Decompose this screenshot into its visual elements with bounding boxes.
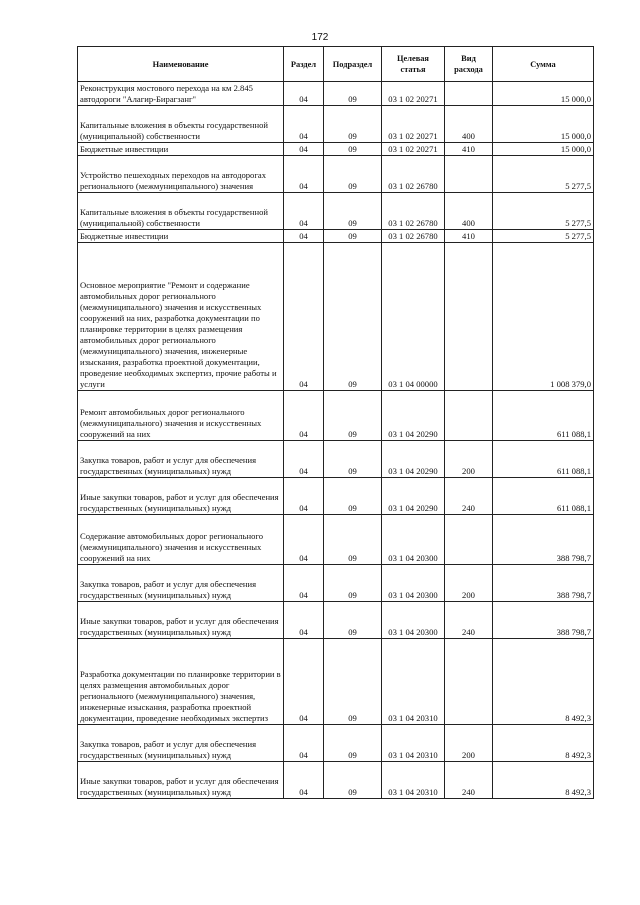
row-name: Иные закупки товаров, работ и услуг для обеспечения государственных (муниципальных) нужд xyxy=(78,602,284,639)
table-row xyxy=(78,230,594,243)
table-row xyxy=(78,639,594,725)
row-type: 400 xyxy=(445,106,493,143)
row-sum: 5 277,5 xyxy=(493,230,594,243)
row-section: 04 xyxy=(284,243,324,391)
row-type: 200 xyxy=(445,565,493,602)
row-name: Капитальные вложения в объекты государственной (муниципальной) собственности xyxy=(78,106,284,143)
column-header-name: Наименование xyxy=(78,47,284,82)
table-row xyxy=(78,156,594,193)
row-target: 03 1 04 20300 xyxy=(382,602,445,639)
row-target: 03 1 04 20310 xyxy=(382,762,445,799)
row-subsection: 09 xyxy=(324,143,382,156)
row-target: 03 1 04 00000 xyxy=(382,243,445,391)
row-section: 04 xyxy=(284,193,324,230)
row-sum: 8 492,3 xyxy=(493,639,594,725)
row-sum: 388 798,7 xyxy=(493,515,594,565)
row-name: Капитальные вложения в объекты государственной (муниципальной) собственности xyxy=(78,193,284,230)
row-target: 03 1 02 20271 xyxy=(382,143,445,156)
row-type xyxy=(445,639,493,725)
row-target: 03 1 02 26780 xyxy=(382,156,445,193)
row-subsection: 09 xyxy=(324,391,382,441)
row-name: Реконструкция мостового перехода на км 2.845 автодороги "Алагир-Бирагзанг" xyxy=(78,82,284,106)
column-header-section: Раздел xyxy=(284,47,324,82)
row-target: 03 1 04 20310 xyxy=(382,639,445,725)
row-section: 04 xyxy=(284,230,324,243)
row-section: 04 xyxy=(284,82,324,106)
row-name: Закупка товаров, работ и услуг для обеспечения государственных (муниципальных) нужд xyxy=(78,725,284,762)
row-section: 04 xyxy=(284,478,324,515)
table-row xyxy=(78,391,594,441)
column-header-type: Вид расхода xyxy=(445,47,493,82)
table-row xyxy=(78,106,594,143)
row-target: 03 1 04 20300 xyxy=(382,515,445,565)
row-section: 04 xyxy=(284,515,324,565)
row-sum: 611 088,1 xyxy=(493,391,594,441)
row-subsection: 09 xyxy=(324,725,382,762)
table-row xyxy=(78,602,594,639)
row-name: Устройство пешеходных переходов на автодорогах регионального (межмуниципального) значения xyxy=(78,156,284,193)
table-row xyxy=(78,725,594,762)
row-name: Бюджетные инвестиции xyxy=(78,230,284,243)
row-type: 240 xyxy=(445,762,493,799)
row-name: Закупка товаров, работ и услуг для обеспечения государственных (муниципальных) нужд xyxy=(78,441,284,478)
row-type xyxy=(445,243,493,391)
table-header-row xyxy=(78,47,594,82)
row-target: 03 1 04 20310 xyxy=(382,725,445,762)
column-header-sum: Сумма xyxy=(493,47,594,82)
row-sum: 388 798,7 xyxy=(493,565,594,602)
row-name: Разработка документации по планировке территории в целях размещения автомобильных дорог регионального (межмуниципального) значения, инженерные изыскания, разработка проектной документации, проведение необходимых экспертиз xyxy=(78,639,284,725)
row-type: 200 xyxy=(445,725,493,762)
row-section: 04 xyxy=(284,565,324,602)
row-type: 240 xyxy=(445,602,493,639)
row-name: Закупка товаров, работ и услуг для обеспечения государственных (муниципальных) нужд xyxy=(78,565,284,602)
row-type xyxy=(445,391,493,441)
page-number: 172 xyxy=(311,32,329,43)
row-subsection: 09 xyxy=(324,639,382,725)
column-header-subsection: Подраздел xyxy=(324,47,382,82)
row-section: 04 xyxy=(284,106,324,143)
row-sum: 15 000,0 xyxy=(493,106,594,143)
row-sum: 8 492,3 xyxy=(493,725,594,762)
row-target: 03 1 04 20290 xyxy=(382,478,445,515)
row-type xyxy=(445,515,493,565)
row-section: 04 xyxy=(284,725,324,762)
row-subsection: 09 xyxy=(324,565,382,602)
row-section: 04 xyxy=(284,391,324,441)
table-row xyxy=(78,565,594,602)
table-row xyxy=(78,193,594,230)
row-section: 04 xyxy=(284,143,324,156)
row-section: 04 xyxy=(284,441,324,478)
budget-table xyxy=(77,46,594,799)
row-subsection: 09 xyxy=(324,515,382,565)
row-type xyxy=(445,82,493,106)
row-sum: 5 277,5 xyxy=(493,156,594,193)
row-target: 03 1 04 20300 xyxy=(382,565,445,602)
row-section: 04 xyxy=(284,156,324,193)
row-sum: 15 000,0 xyxy=(493,82,594,106)
row-target: 03 1 02 20271 xyxy=(382,106,445,143)
row-target: 03 1 02 20271 xyxy=(382,82,445,106)
table-row xyxy=(78,762,594,799)
table-row xyxy=(78,515,594,565)
column-header-target: Целевая статья xyxy=(382,47,445,82)
row-sum: 388 798,7 xyxy=(493,602,594,639)
row-name: Иные закупки товаров, работ и услуг для обеспечения государственных (муниципальных) нужд xyxy=(78,478,284,515)
row-subsection: 09 xyxy=(324,478,382,515)
row-subsection: 09 xyxy=(324,441,382,478)
table-row xyxy=(78,441,594,478)
row-subsection: 09 xyxy=(324,762,382,799)
row-name: Основное мероприятие "Ремонт и содержание автомобильных дорог регионального (межмуниципального) значения и искусственных сооружений на них, разработка документации по планировке территории в целях размещения автомобильных дорог регионального (межмуниципального) значения, инженерные изыскания, разработка проектной документации, проведение необходимых экспертиз, прочие работы и услуги xyxy=(78,243,284,391)
row-name: Ремонт автомобильных дорог регионального (межмуниципального) значения и искусственных сооружений на них xyxy=(78,391,284,441)
row-name: Бюджетные инвестиции xyxy=(78,143,284,156)
row-subsection: 09 xyxy=(324,82,382,106)
table-row xyxy=(78,143,594,156)
row-section: 04 xyxy=(284,639,324,725)
row-type: 410 xyxy=(445,143,493,156)
row-sum: 611 088,1 xyxy=(493,441,594,478)
row-subsection: 09 xyxy=(324,243,382,391)
row-target: 03 1 04 20290 xyxy=(382,441,445,478)
row-sum: 15 000,0 xyxy=(493,143,594,156)
table-row xyxy=(78,82,594,106)
row-target: 03 1 02 26780 xyxy=(382,230,445,243)
row-subsection: 09 xyxy=(324,602,382,639)
row-type: 400 xyxy=(445,193,493,230)
row-sum: 8 492,3 xyxy=(493,762,594,799)
row-type: 240 xyxy=(445,478,493,515)
row-type: 410 xyxy=(445,230,493,243)
table-row xyxy=(78,243,594,391)
row-section: 04 xyxy=(284,762,324,799)
row-type: 200 xyxy=(445,441,493,478)
row-sum: 1 008 379,0 xyxy=(493,243,594,391)
row-sum: 5 277,5 xyxy=(493,193,594,230)
table-body xyxy=(78,82,594,799)
table-row xyxy=(78,478,594,515)
row-section: 04 xyxy=(284,602,324,639)
row-target: 03 1 04 20290 xyxy=(382,391,445,441)
row-subsection: 09 xyxy=(324,156,382,193)
row-subsection: 09 xyxy=(324,230,382,243)
row-subsection: 09 xyxy=(324,106,382,143)
row-subsection: 09 xyxy=(324,193,382,230)
row-name: Содержание автомобильных дорог регионального (межмуниципального) значения и искусственных сооружений на них xyxy=(78,515,284,565)
row-target: 03 1 02 26780 xyxy=(382,193,445,230)
row-sum: 611 088,1 xyxy=(493,478,594,515)
row-name: Иные закупки товаров, работ и услуг для обеспечения государственных (муниципальных) нужд xyxy=(78,762,284,799)
row-type xyxy=(445,156,493,193)
